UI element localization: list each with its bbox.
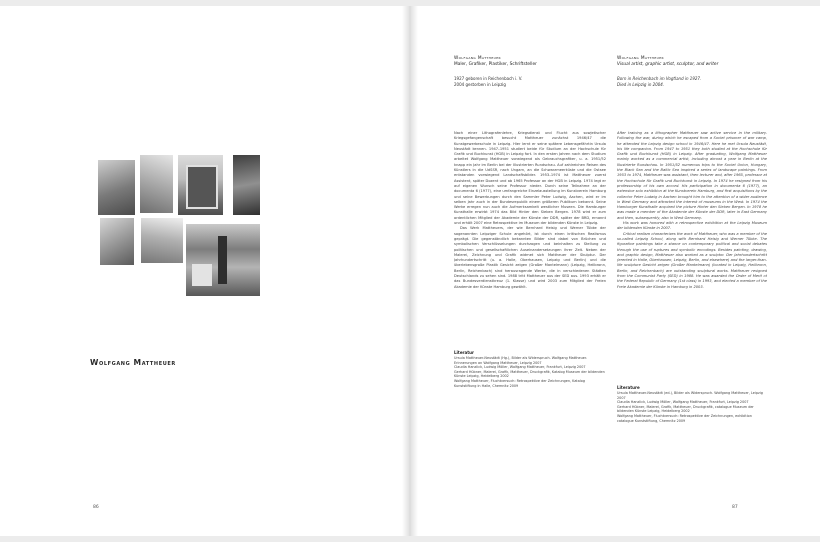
german-biography [454,131,606,347]
doorway-photo [233,155,260,215]
german-paragraph: Nach einer Lithografenlehre, Kriegsdienst und Flucht aus sowjetischer Kriegsgefangenschaft besucht Mattheuer zunächst 1946/47 die Kunstgewerbeschule in Leipzig. Hier lernt er seine spätere Lebensgefährtin Ursula Neustädt kennen. 1947–1951 studiert beide für Studium an der Hochschule für Grafik und Buchkunst (HGB) in Leipzig fort. In den ersten Jahren nach dem Studium arbeitet Wolfgang Mattheuer vorwiegend als Gebrauchsgrafiker, u. a. 1951/52 knapp ein Jahr im Berlin bei der Illustrierten Rundschau. Auf zahlreichen Reisen des Künstlers in die UdSSR, nach Ungarn, an die Schwarzmeerküste und die Ostsee entstanden vorwiegend Landschaftsbilder. 1953–1974 ist Mattheuer zuerst Assistent, später Dozent und ab 1965 Professor an der HGB in Leipzig. 1974 legt er auf eigenen Wunsch seine Professur nieder. Durch seine Teilnahme an der documenta 6 (1977), eine umfangreiche Einzelausstellung im Kunstverein Hamburg und seine Bewerbungen durch den Sammler Peter Ludwig, Aachen, wird er im selben Jahr auch in der Bundesrepublik einem größeren Publikum bekannt. Seine Werke erregen nun auch die Aufmerksamkeit westlicher Museen. Die Hamburger Kunsthalle erwirbt 1974 das Bild Hinter den Sieben Bergen. 1978 wird er zum ordentlichen Mitglied der Akademie der Künste der DDR, später der BRD, ernannt und erhält 2007 eine Retrospektive im Museum der bildenden Künste in Leipzig. [454,131,606,226]
book-gutter [402,6,418,536]
german-header [454,56,606,68]
sculpture-photo [100,218,134,265]
english-literature-heading: Literature [617,385,640,390]
studio-photo [140,155,173,213]
german-died: 2004 gestorben in Leipzig [454,81,506,87]
framed-painting-photo [178,155,223,215]
german-roles: Maler, Grafiker, Plastiker, Schriftsteller [454,62,537,67]
german-life-dates [454,76,606,87]
german-literature-heading: Literatur [454,350,474,355]
german-literature [454,350,606,388]
english-literature-item: Ursula Mattheuer-Neustädt (ed.), Bilder als Widerspruch. Wolfgang Mattheuer, Leipzig 2007 [617,391,763,400]
german-literature-item: Wolfgang Mattheuer, Fluchtversuch: Retrospektive der Zeichnungen, Katalog Kunststiftung in Halle, Chemnitz 2009 [454,378,585,388]
page-number-left: 86 [93,505,99,510]
workshop-photo [141,218,183,263]
german-literature-item: Gerhard Hübner, Malerei, Grafik, Mattheuer, Druckgrafik, Katalog Museum der bildenden Künste Leipzig, Heidelberg 2002 [454,369,605,379]
artist-portrait-photo [98,160,135,215]
english-header [617,56,767,68]
english-paragraph: Critical realism characterizes the work of Mattheuer, who was a member of the so-called Leipzig School, along with Bernhard Heisig and Werner Tübke. The figurative paintings take a stance on contemporary political and social debates through the use of ruptures and symbolic encodings. Besides painting, drawing, and graphic design, Mattheuer also worked as a sculptor. Der Jahrhundertschritt (erected in Halle, Oberhausen, Leipzig, Berlin, and elsewhere) and the larger-than-life sculpture Gesicht zeigen (Großer Mantelmann) (located in Leipzig, Heilbronn, Berlin, and Reichenbach) are outstanding sculptural works. Mattheuer resigned from the Communist Party (SED) in 1988. He was awarded the Order of Merit of the Federal Republic of Germany (1st class) in 1993, and elected a member of the Freie Akademie der Künste in Hamburg in 2003. [617,231,767,289]
german-paragraph: Das Werk Mattheuers, der wie Bernhard Heisig und Werner Tübke der sogenannten Leipziger Schule angehört, ist durch einen kritischen Realismus geprägt. Die gegenständlich bekannten Bilder sind dabei von Brüchen und symbolischen Verschlüsselungen durchzogen und beinhalten zu Stellung zu politischen und gesellschaftlichen Auseinandersetzungen ihrer Zeit. Neben der Malerei, Zeichnung und Grafik widmet sich Mattheuer der Skulptur. Der Jahrhundertschritt (u. a. Halle, Oberhausen, Leipzig und Berlin) und die überlebensgroße Plastik Gesicht zeigen (Großer Mantelmann) (Leipzig, Heilbronn, Berlin, Reichenbach) sind herausragende Werke, die in verschiedenen Städten Deutschlands zu sehen sind. 1988 tritt Mattheuer aus der SED aus. 1993 erhält er das Bundesverdienstkreuz (1. Klasse) und wird 2003 zum Mitglied der Freien Akademie der Künste Hamburg gewählt. [454,226,606,289]
german-literature-item: Claudia Hanzlick, Ludwig Möller, Wolfgang Mattheuer, Frankfurt, Leipzig 2007 [454,365,586,370]
studio-sculpture-photo [186,224,260,296]
page-number-right: 87 [732,505,738,510]
english-roles: Visual artist, graphic artist, sculptor, and writer [617,62,719,67]
english-literature-item: Gerhard Hübner, Malerei, Grafik, Mattheuer, Druckgrafik, catalogue Museum der bildenden Künste Leipzig, Heidelberg 2002 [617,404,754,414]
german-artist-name: Wolfgang Mattheuer [454,56,501,61]
german-literature-item: Ursula Mattheuer-Neustädt (Hg.), Bilder als Widerspruch. Wolfgang Mattheuer. Erinnerungen an Wolfgang Mattheuer, Leipzig 2007 [454,356,588,365]
english-paragraph: After training as a lithographer Mattheuer saw active service in the military. Following the war, during which he escaped from a Soviet prisoner of war camp, he attended the Leipzig design school in 1946/47. Here he met Ursula Neustädt, his life companion. From 1947 to 1951 they both studied at the Hochschule für Grafik und Buchkunst (HGB) in Leipzig. After graduating, Wolfgang Mattheuer mainly worked as a commercial artist, including almost a year in Berlin at the Illustrierte Rundschau. In 1951/52 numerous trips to the Soviet Union, Hungary, the Black Sea and the Baltic Sea inspired a series of landscape paintings. From 1953 to 1974, Mattheuer was assistant, then lecturer and, after 1965, professor at the Hochschule für Grafik und Buchkunst in Leipzig. In 1974 he resigned from his professorship of his own accord. His participation in documenta 6 (1977), an extensive solo exhibition at the Kunstverein Hamburg, and first acquisitions by the collector Peter Ludwig in Aachen brought him to the attention of a wider audience in West Germany and attracted the interest of museums in the West. In 1974 the Hamburger Kunsthalle acquired the picture Hinter den Sieben Bergen. In 1978 he was made a member of the Akademie der Künste der DDR, later in East Germany and then, subsequently, also in West Germany. [617,131,767,220]
artist-name-heading: Wolfgang Mattheuer [90,358,176,367]
english-life-dates [617,76,767,87]
english-died: Died in Leipzig in 2004. [617,81,665,87]
english-biography [617,131,767,383]
english-artist-name: Wolfgang Mattheuer [617,56,664,61]
english-literature-item: Wolfgang Mattheuer, Fluchtversuch: Retrospektive der Zeichnungen, exhibition catalogue Kunststiftung, Chemnitz 2009 [617,413,752,423]
german-born: 1927 geboren in Reichenbach i. V. [454,76,523,81]
english-literature [617,385,767,423]
english-literature-item: Claudia Hanzlick, Ludwig Möller, Wolfgang Mattheuer, Frankfurt, Leipzig 2007 [617,400,749,405]
english-born: Born in Reichenbach im Vogtland in 1927. [617,76,702,81]
english-paragraph: His work was honored with a retrospective exhibition at the Leipzig Museum der bildenden Künste in 2007. [617,221,767,231]
